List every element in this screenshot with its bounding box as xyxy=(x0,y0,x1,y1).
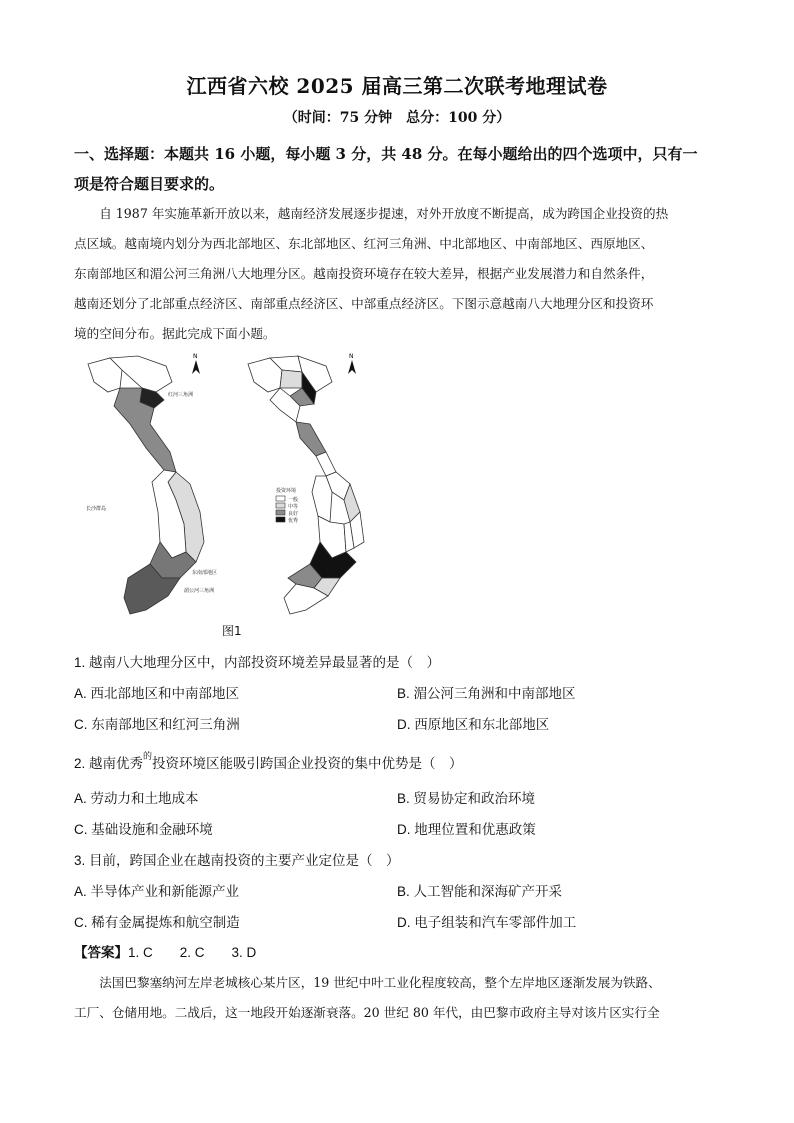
map-label: 红河三角洲 xyxy=(168,392,194,398)
passage-line: 自 1987 年实施革新开放以来，越南经济发展逐步提速，对外开放度不断提高，成为跨国企业投资的热 xyxy=(99,206,669,221)
province xyxy=(316,452,336,476)
answer-key xyxy=(74,941,256,961)
passage-line: 法国巴黎塞纳河左岸老城核心某片区，19 世纪中叶工业化程度较高，整个左岸地区逐渐发展为铁路、 xyxy=(99,975,661,990)
question-3 xyxy=(74,849,400,869)
svg-text:N: N xyxy=(193,353,198,360)
legend-label: 一般 xyxy=(288,497,299,503)
question-2-option-c[interactable]: C. 基础设施和金融环境 xyxy=(74,822,213,837)
exam-title: 江西省六校 2025 届高三第二次联考地理试卷 xyxy=(186,74,608,98)
question-text: 目前，跨国企业在越南投资的主要产业定位是（ ） xyxy=(89,853,400,868)
question-2-option-a[interactable]: A. 劳动力和土地成本 xyxy=(74,791,199,806)
question-1-option-c[interactable]: C. 东南部地区和红河三角洲 xyxy=(74,717,240,732)
map-label: 长沙群岛 xyxy=(86,506,107,512)
question-3-option-d[interactable]: D. 电子组装和汽车零部件加工 xyxy=(397,915,577,930)
question-1-option-a[interactable]: A. 西北部地区和中南部地区 xyxy=(74,686,240,701)
investment-legend xyxy=(276,487,298,524)
passage-line: 境的空间分布。据此完成下面小题。 xyxy=(74,326,276,341)
province xyxy=(296,422,326,456)
legend-title: 投资环境 xyxy=(276,488,297,494)
map-label: 东南部地区 xyxy=(192,570,218,576)
passage-line: 点区域。越南境内划分为西北部地区、东北部地区、红河三角洲、中北部地区、中南部地区、西原地区、 xyxy=(74,236,654,251)
investment-map xyxy=(248,356,364,614)
exam-subtitle: （时间：75 分钟 总分：100 分） xyxy=(283,110,511,126)
question-text-sup: 的 xyxy=(143,751,153,761)
passage-2 xyxy=(74,968,724,1028)
question-number: 3. xyxy=(74,853,86,868)
section-heading xyxy=(74,139,724,199)
north-arrow-icon xyxy=(192,353,200,374)
passage-1 xyxy=(74,199,724,349)
answer-text: 1. C 2. C 3. D xyxy=(128,945,257,960)
question-1 xyxy=(74,651,440,671)
vietnam-maps xyxy=(80,352,420,622)
passage-line: 工厂、仓储用地。二战后，这一地段开始逐渐衰落。20 世纪 80 年代，由巴黎市政府主导对该片区实行全 xyxy=(74,1005,660,1020)
question-1-option-b[interactable]: B. 湄公河三角洲和中南部地区 xyxy=(397,686,576,701)
question-3-option-c[interactable]: C. 稀有金属提炼和航空制造 xyxy=(74,915,240,930)
question-3-option-a[interactable]: A. 半导体产业和新能源产业 xyxy=(74,884,240,899)
passage-line: 东南部地区和湄公河三角洲八大地理分区。越南投资环境存在较大差异，根据产业发展潜力和自然条件， xyxy=(74,266,654,281)
passage-line: 越南还划分了北部重点经济区、南部重点经济区、中部重点经济区。下图示意越南八大地理分区和投资环 xyxy=(74,296,654,311)
answer-label: 【答案】 xyxy=(74,945,128,960)
question-2-option-d[interactable]: D. 地理位置和优惠政策 xyxy=(397,822,536,837)
map-label: 湄公河三角洲 xyxy=(184,588,215,594)
question-text: 越南优秀 xyxy=(89,756,144,771)
section-heading-line: 项是符合题目要求的。 xyxy=(74,175,225,193)
question-2-option-b[interactable]: B. 贸易协定和政治环境 xyxy=(397,791,536,806)
question-text: 投资环境区能吸引跨国企业投资的集中优势是（ ） xyxy=(152,756,463,771)
figure-caption: 图1 xyxy=(222,624,242,638)
vietnam-maps-figure xyxy=(80,352,420,652)
svg-text:N: N xyxy=(349,353,354,360)
question-number: 2. xyxy=(74,756,86,771)
question-text: 越南八大地理分区中，内部投资环境差异最显著的是（ ） xyxy=(89,655,441,670)
question-2 xyxy=(74,752,463,772)
section-heading-line: 一、选择题：本题共 16 小题，每小题 3 分，共 48 分。在每小题给出的四个选项中，只有一 xyxy=(74,145,698,163)
province xyxy=(312,476,332,522)
north-arrow-icon xyxy=(348,353,356,374)
legend-label: 优秀 xyxy=(288,518,299,524)
question-3-option-b[interactable]: B. 人工智能和深海矿产开采 xyxy=(397,884,563,899)
legend-label: 良好 xyxy=(288,511,299,517)
legend-label: 中等 xyxy=(288,504,299,510)
question-1-option-d[interactable]: D. 西原地区和东北部地区 xyxy=(397,717,550,732)
question-number: 1. xyxy=(74,655,86,670)
province xyxy=(280,370,302,388)
